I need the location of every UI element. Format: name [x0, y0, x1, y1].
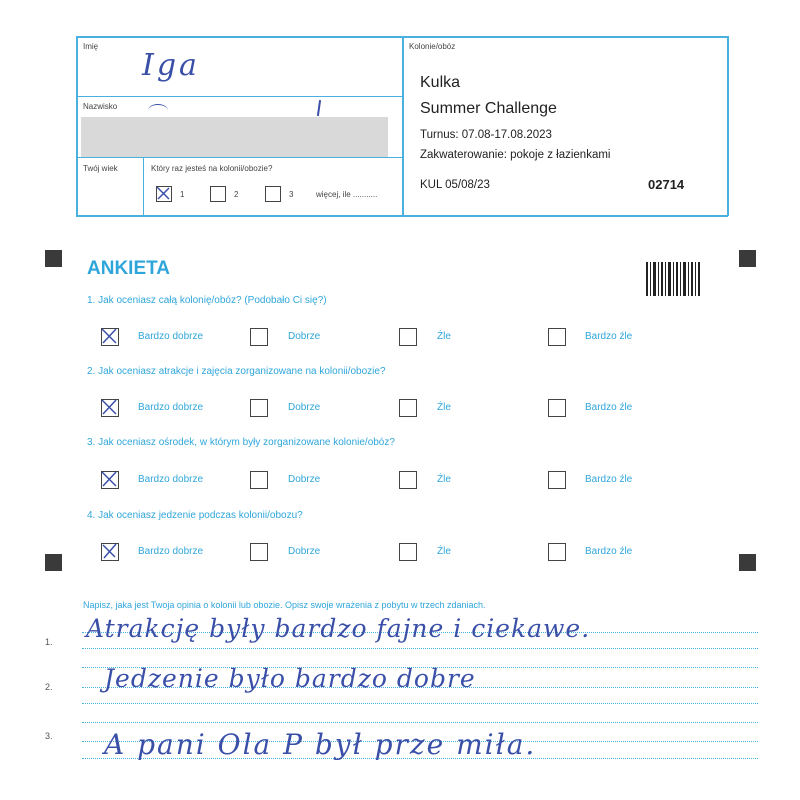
- q1-option-dobrze-checkbox[interactable]: [250, 328, 268, 346]
- line-number-1: 1.: [45, 637, 53, 647]
- opinion-line-1: Atrakcję były bardzo fajne i ciekawe.: [86, 614, 591, 643]
- q4-option-bardzo-dobrze-label: Bardzo dobrze: [138, 546, 204, 557]
- q1-option-bardzo-zle-checkbox[interactable]: [548, 328, 566, 346]
- visit-count-checkbox-3[interactable]: [265, 186, 281, 202]
- line-number-3: 3.: [45, 731, 53, 741]
- q1-option-bardzo-zle-label: Bardzo źle: [585, 331, 633, 342]
- writing-line: [82, 722, 758, 723]
- turnus: Turnus: 07.08-17.08.2023: [420, 129, 552, 141]
- q2-option-dobrze-checkbox[interactable]: [250, 399, 268, 417]
- question-3-text: 3. Jak oceniasz ośrodek, w którym były zorganizowane kolonie/obóz?: [87, 437, 395, 448]
- survey-title: ANKIETA: [87, 258, 171, 279]
- q3-option-bardzo-zle-checkbox[interactable]: [548, 471, 566, 489]
- imie-value: Iga: [142, 48, 200, 83]
- check-mark-icon: [100, 327, 118, 345]
- zakwaterowanie: Zakwaterowanie: pokoje z łazienkami: [420, 149, 611, 161]
- opinion-line-3: A pani Ola P był prze miła.: [104, 728, 537, 761]
- question-2-text: 2. Jak oceniasz atrakcje i zajęcia zorganizowane na kolonii/obozie?: [87, 366, 386, 377]
- q1-option-dobrze-label: Dobrze: [288, 331, 321, 342]
- q4-option-bardzo-dobrze-checkbox[interactable]: [101, 543, 119, 561]
- check-mark-icon: [155, 185, 171, 201]
- q3-option-bardzo-dobrze-checkbox[interactable]: [101, 471, 119, 489]
- question-1-text: 1. Jak oceniasz całą kolonię/obóz? (Podobało Ci się?): [87, 295, 327, 306]
- registration-marker: [739, 250, 756, 267]
- registration-marker: [45, 554, 62, 571]
- kolonie-label: Kolonie/obóz: [409, 42, 456, 51]
- q4-option-zle-checkbox[interactable]: [399, 543, 417, 561]
- visit-count-label-2: 2: [234, 190, 239, 199]
- check-mark-icon: [100, 542, 118, 560]
- q4-option-dobrze-checkbox[interactable]: [250, 543, 268, 561]
- q3-option-dobrze-label: Dobrze: [288, 474, 321, 485]
- q4-option-bardzo-zle-label: Bardzo źle: [585, 546, 633, 557]
- nazwisko-label: Nazwisko: [83, 102, 118, 111]
- barcode-icon: [646, 262, 700, 296]
- question-4-text: 4. Jak oceniasz jedzenie podczas kolonii/obozu?: [87, 510, 303, 521]
- q3-option-bardzo-dobrze-label: Bardzo dobrze: [138, 474, 204, 485]
- nazwisko-ink-stroke: [148, 104, 168, 117]
- q2-option-bardzo-zle-checkbox[interactable]: [548, 399, 566, 417]
- camp-name-line2: Summer Challenge: [420, 100, 557, 117]
- q2-option-bardzo-zle-label: Bardzo źle: [585, 402, 633, 413]
- visit-count-label-1: 1: [180, 190, 185, 199]
- visit-count-label-3: 3: [289, 190, 294, 199]
- q1-option-bardzo-dobrze-label: Bardzo dobrze: [138, 331, 204, 342]
- writing-line: [82, 648, 758, 649]
- registration-marker: [739, 554, 756, 571]
- nazwisko-ink-stroke: [317, 100, 321, 116]
- writing-line: [82, 703, 758, 704]
- opinion-prompt: Napisz, jaka jest Twoja opinia o kolonii lub obozie. Opisz swoje wrażenia z pobytu w trzech zdaniach.: [83, 600, 486, 610]
- q2-option-zle-label: Źle: [437, 402, 451, 413]
- q4-option-dobrze-label: Dobrze: [288, 546, 321, 557]
- q3-option-bardzo-zle-label: Bardzo źle: [585, 474, 633, 485]
- q4-option-bardzo-zle-checkbox[interactable]: [548, 543, 566, 561]
- q1-option-zle-label: Źle: [437, 331, 451, 342]
- ktory-raz-label: Który raz jesteś na kolonii/obozie?: [151, 164, 273, 173]
- q3-option-dobrze-checkbox[interactable]: [250, 471, 268, 489]
- check-mark-icon: [100, 470, 118, 488]
- imie-label: Imię: [83, 42, 99, 51]
- q3-option-zle-checkbox[interactable]: [399, 471, 417, 489]
- wiecej-label: więcej, ile ...........: [316, 190, 378, 199]
- q4-option-zle-label: Źle: [437, 546, 451, 557]
- camp-name-line1: Kulka: [420, 74, 461, 91]
- q2-option-zle-checkbox[interactable]: [399, 399, 417, 417]
- registration-marker: [45, 250, 62, 267]
- visit-count-checkbox-2[interactable]: [210, 186, 226, 202]
- camp-code: KUL 05/08/23: [420, 179, 490, 191]
- q1-option-bardzo-dobrze-checkbox[interactable]: [101, 328, 119, 346]
- redacted-surname: [81, 117, 388, 157]
- form-number: 02714: [648, 177, 685, 192]
- line-number-2: 2.: [45, 682, 53, 692]
- check-mark-icon: [100, 398, 118, 416]
- wiek-label: Twój wiek: [83, 164, 118, 173]
- q2-option-bardzo-dobrze-checkbox[interactable]: [101, 399, 119, 417]
- opinion-line-2: Jedzenie było bardzo dobre: [104, 664, 476, 693]
- visit-count-checkbox-1[interactable]: [156, 186, 172, 202]
- q3-option-zle-label: Źle: [437, 474, 451, 485]
- q2-option-bardzo-dobrze-label: Bardzo dobrze: [138, 402, 204, 413]
- q1-option-zle-checkbox[interactable]: [399, 328, 417, 346]
- q2-option-dobrze-label: Dobrze: [288, 402, 321, 413]
